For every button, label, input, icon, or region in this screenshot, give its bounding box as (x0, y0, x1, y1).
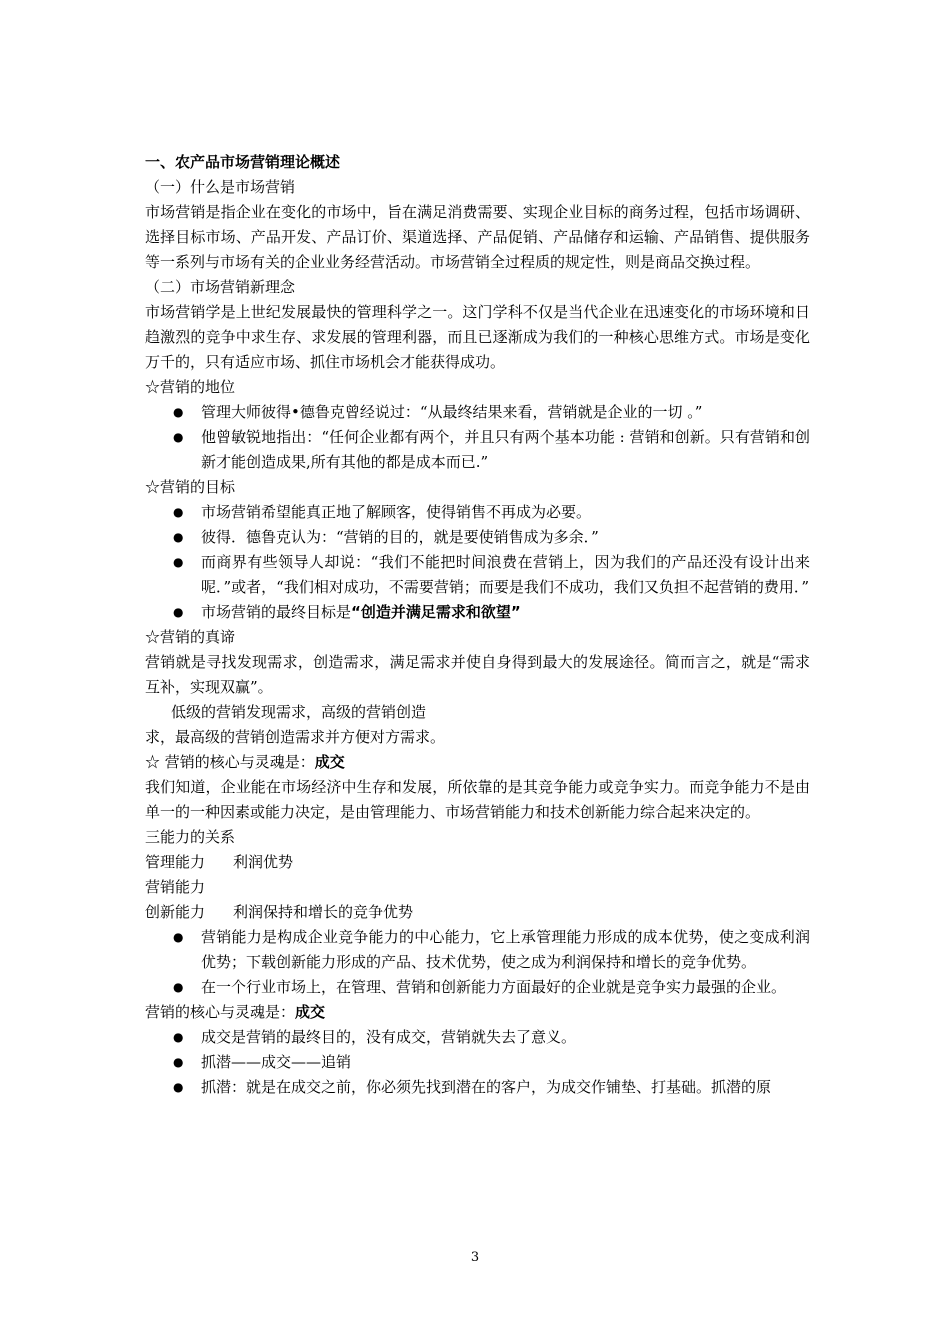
list-item: ● 市场营销的最终目标是“创造并满足需求和欲望” (145, 600, 810, 625)
bullet-icon: ● (173, 505, 184, 519)
list-item: ● 抓潜：就是在成交之前，你必须先找到潜在的客户，为成交作铺垫、打基础。抓潜的原 (145, 1075, 810, 1100)
status-list (145, 400, 810, 475)
essence-line-1: 低级的营销发现需求，高级的营销创造 (171, 703, 427, 721)
paragraph-competitiveness: 我们知道，企业能在市场经济中生存和发展，所依靠的是其竞争能力或竞争实力。而竞争能力不是由单一的一种因素或能力决定，是由管理能力、市场营销能力和技术创新能力综合起来决定的。 (145, 778, 810, 821)
heading-essence: ☆营销的真谛 (145, 628, 236, 646)
heading-core-1: ☆ 营销的核心与灵魂是：成交 (145, 753, 345, 771)
bullet-icon: ● (173, 430, 184, 444)
section-heading-2: （二）市场营销新理念 (145, 278, 296, 296)
list-item: ● 市场营销希望能真正地了解顾客，使得销售不再成为必要。 (145, 500, 810, 525)
relation-list (145, 925, 810, 1000)
paragraph-definition: 市场营销是指企业在变化的市场中，旨在满足消费需要、实现企业目标的商务过程，包括市场调研、选择目标市场、产品开发、产品订价、渠道选择、产品促销、产品储存和运输、产品销售、提供服务等一系列与市场有关的企业业务经营活动。市场营销全过程质的规定性，则是商品交换过程。 (145, 203, 810, 271)
bullet-icon: ● (173, 1055, 184, 1069)
list-item: ● 他曾敏锐地指出：“任何企业都有两个，并且只有两个基本功能 : 营销和创新。只有营销和创新才能创造成果,所有其他的都是成本而已.” (145, 425, 810, 475)
relation-row-management: 管理能力 利润优势 (145, 853, 294, 871)
list-item: ● 成交是营销的最终目的，没有成交，营销就失去了意义。 (145, 1025, 810, 1050)
heading-goal: ☆营销的目标 (145, 478, 236, 496)
list-item: ● 在一个行业市场上，在管理、营销和创新能力方面最好的企业就是竞争实力最强的企业。 (145, 975, 810, 1000)
list-item: ● 而商界有些领导人却说：“我们不能把时间浪费在营销上，因为我们的产品还没有设计出来呢．”或者，“我们相对成功，不需要营销；而要是我们不成功，我们又负担不起营销的费用．” (145, 550, 810, 600)
ultimate-goal-text: “创造并满足需求和欲望” (351, 603, 521, 621)
section-heading-1: （一）什么是市场营销 (145, 178, 296, 196)
document-title: 一、农产品市场营销理论概述 (145, 153, 341, 171)
bullet-icon: ● (173, 405, 184, 419)
list-item: ● 管理大师彼得•德鲁克曾经说过：“从最终结果来看，营销就是企业的一切 。” (145, 400, 810, 425)
list-item: ● 抓潜——成交——追销 (145, 1050, 810, 1075)
page-number: 3 (470, 1250, 480, 1265)
heading-status: ☆营销的地位 (145, 378, 236, 396)
bullet-icon: ● (173, 980, 184, 994)
bullet-icon: ● (173, 1030, 184, 1044)
bullet-icon: ● (173, 930, 184, 944)
heading-relation: 三能力的关系 (145, 828, 236, 846)
bullet-icon: ● (173, 530, 184, 544)
relation-row-innovation: 创新能力 利润保持和增长的竞争优势 (145, 903, 414, 921)
relation-row-marketing: 营销能力 (145, 878, 206, 896)
list-item: ● 彼得．德鲁克认为：“营销的目的，就是要使销售成为多余．” (145, 525, 810, 550)
bullet-icon: ● (173, 1080, 184, 1094)
bullet-icon: ● (173, 555, 184, 569)
bullet-icon: ● (173, 605, 184, 619)
paragraph-essence: 营销就是寻找发现需求，创造需求，满足需求并使自身得到最大的发展途径。简而言之，就是“需求互补，实现双赢”。 (145, 653, 810, 696)
heading-core-2: 营销的核心与灵魂是：成交 (145, 1003, 326, 1021)
goal-list (145, 500, 810, 625)
essence-line-2: 求，最高级的营销创造需求并方便对方需求。 (145, 728, 446, 746)
paragraph-new-concept: 市场营销学是上世纪发展最快的管理科学之一。这门学科不仅是当代企业在迅速变化的市场环境和日趋激烈的竞争中求生存、求发展的管理利器，而且已逐渐成为我们的一种核心思维方式。市场是变化万千的，只有适应市场、抓住市场机会才能获得成功。 (145, 303, 810, 371)
page-content (145, 150, 810, 1100)
list-item: ● 营销能力是构成企业竞争能力的中心能力，它上承管理能力形成的成本优势，使之变成利润优势；下载创新能力形成的产品、技术优势，使之成为利润保持和增长的竞争优势。 (145, 925, 810, 975)
core-list (145, 1025, 810, 1100)
